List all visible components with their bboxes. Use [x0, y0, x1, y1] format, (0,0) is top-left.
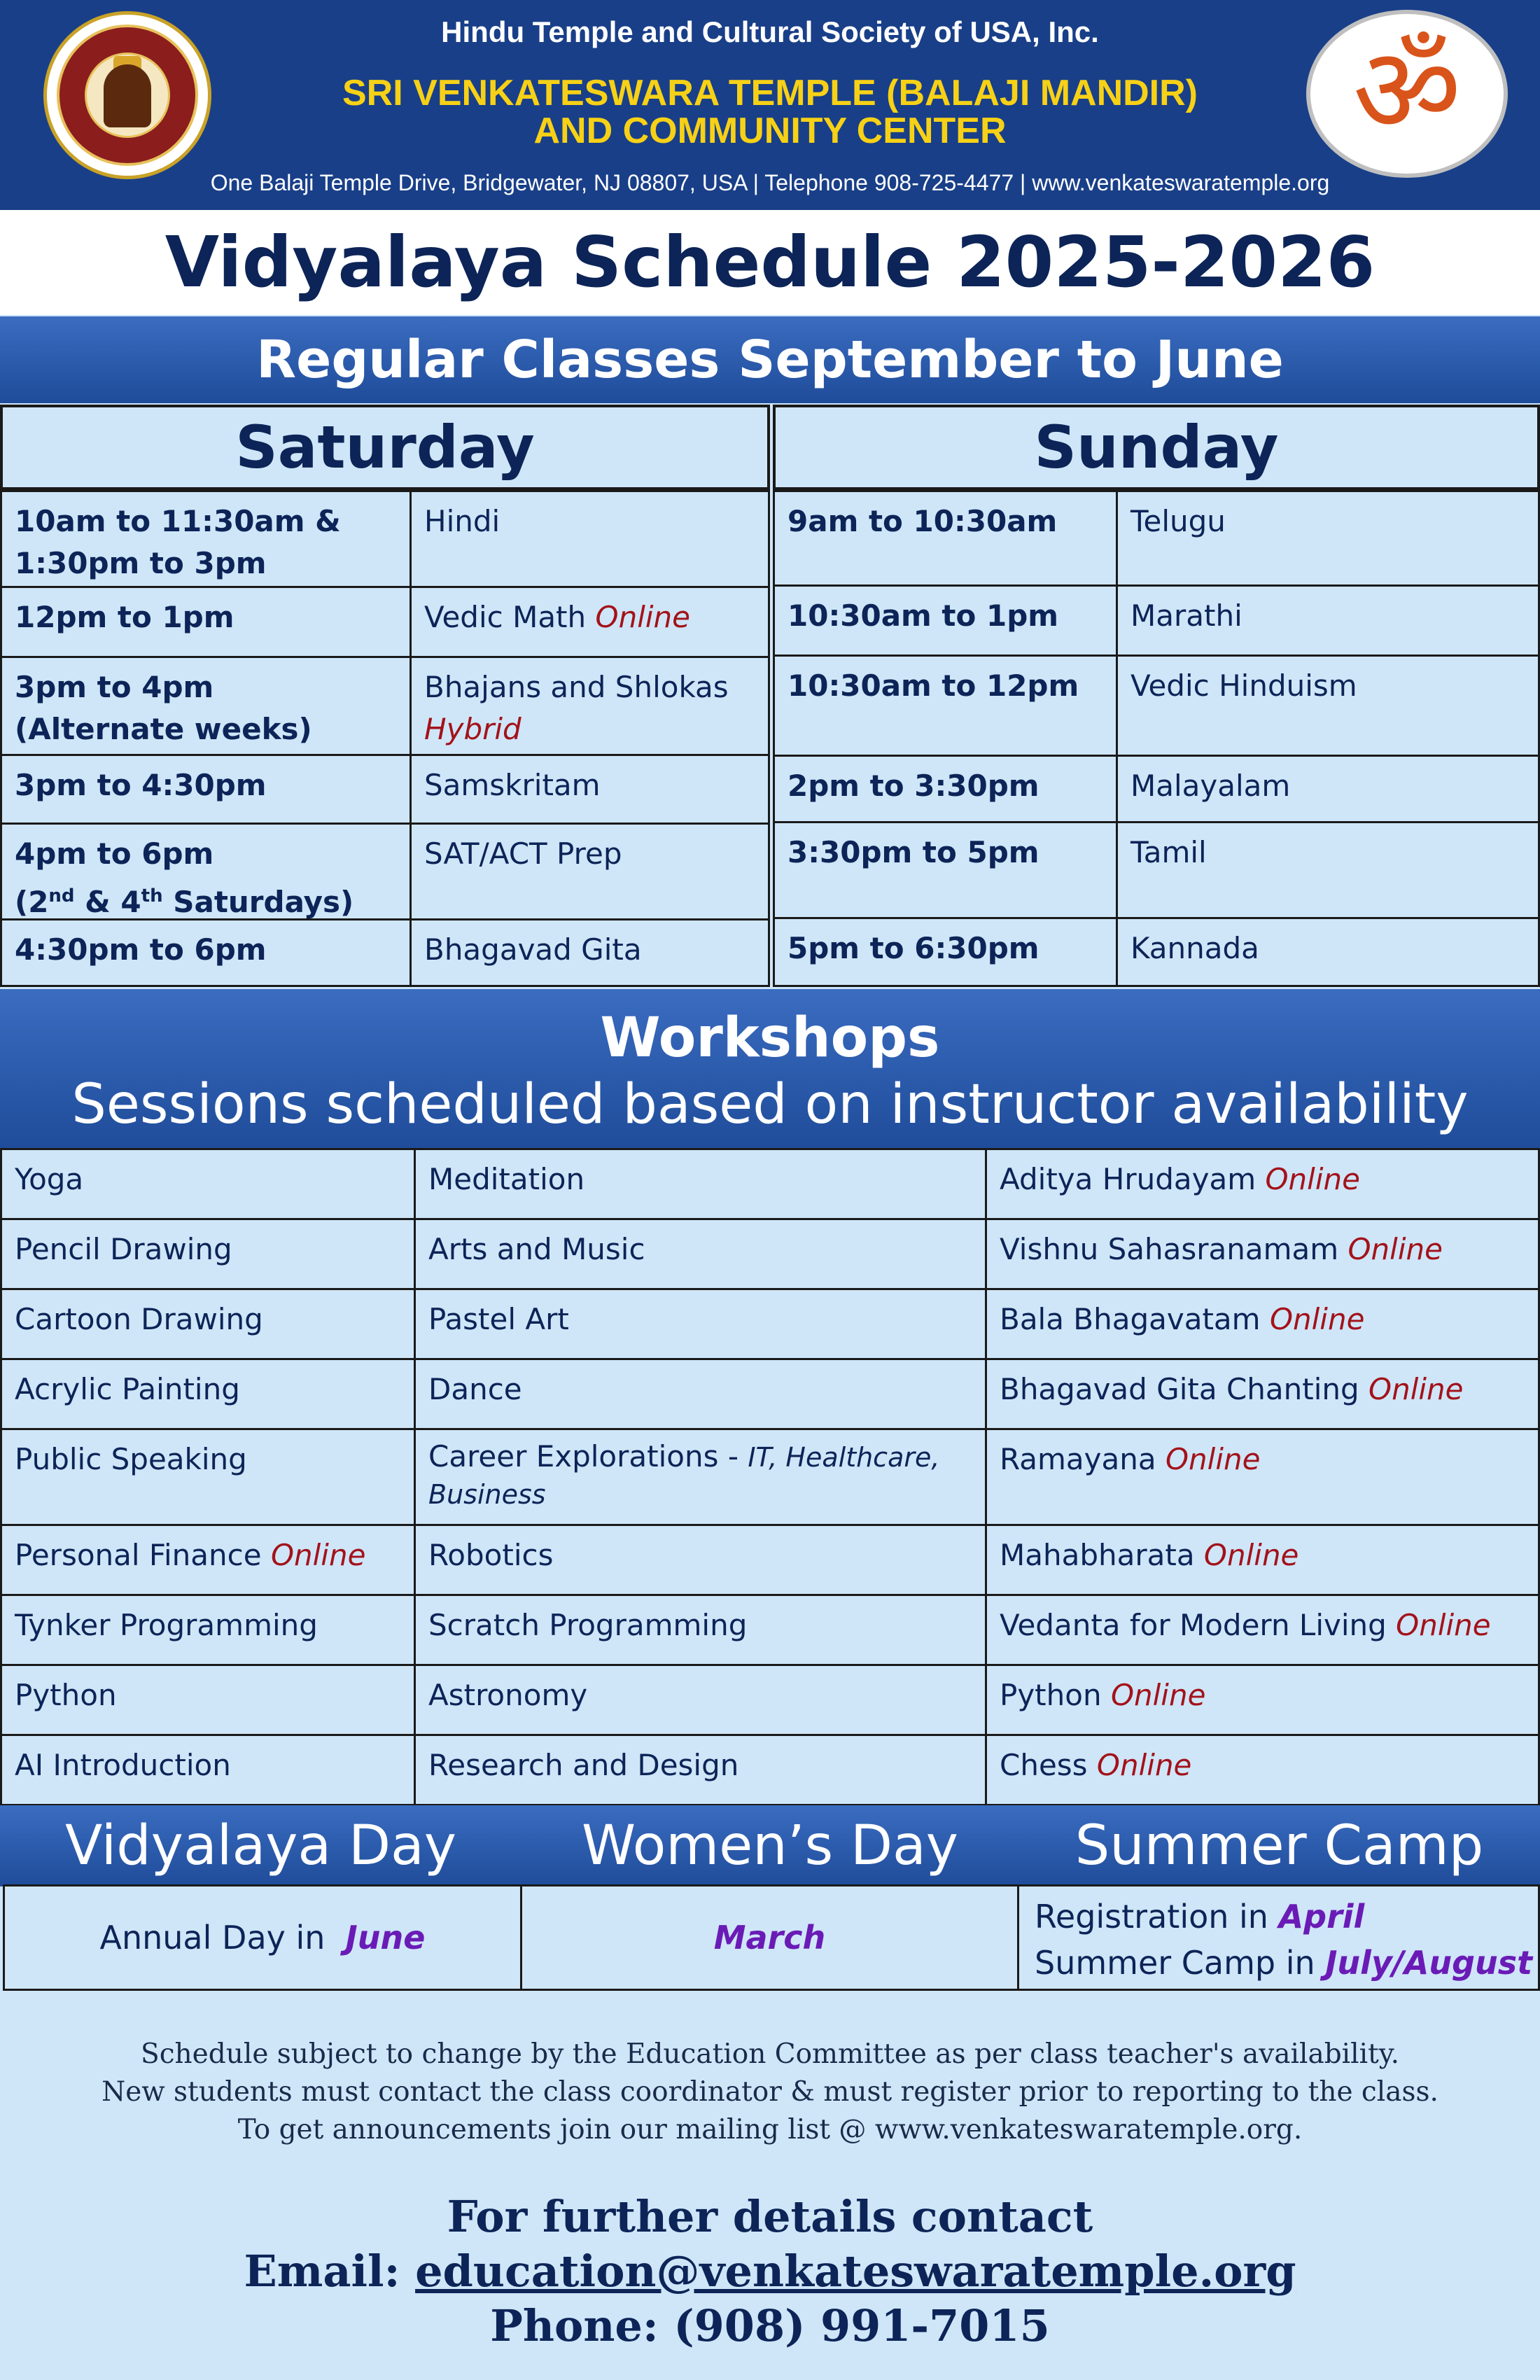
workshop-item: Career Explorations - IT, Healthcare, Business	[414, 1428, 987, 1526]
table-row-subject: Bhajans and Shlokas Hybrid	[410, 656, 770, 756]
table-row-subject: Marathi	[1116, 584, 1540, 657]
workshop-item: Scratch Programming	[414, 1594, 987, 1666]
workshop-item: Ramayana Online	[985, 1428, 1540, 1526]
contact-email: Email: education@venkateswaratemple.org	[244, 2246, 1296, 2297]
workshop-item: Pencil Drawing	[0, 1218, 416, 1290]
table-row-time: 3pm to 4:30pm	[0, 754, 412, 825]
contact-phone: Phone: (908) 991-7015	[490, 2300, 1050, 2351]
table-row-time: 4:30pm to 6pm	[0, 918, 412, 987]
workshop-item: Dance	[414, 1358, 987, 1430]
workshop-item: Vishnu Sahasranamam Online	[985, 1218, 1540, 1290]
workshop-item: Mahabharata Online	[985, 1524, 1540, 1596]
workshop-item: Aditya Hrudayam Online	[985, 1148, 1540, 1220]
temple-seal-icon	[43, 11, 211, 179]
table-row-time: 10:30am to 1pm	[773, 584, 1118, 657]
workshop-item: Python Online	[985, 1664, 1540, 1736]
workshop-item: Bala Bhagavatam Online	[985, 1288, 1540, 1360]
womens-day-cell: March	[520, 1884, 1019, 1991]
summer-camp-cell: Registration in April Summer Camp in July/August	[1017, 1884, 1540, 1991]
workshop-item: Meditation	[414, 1148, 987, 1220]
online-tag: Online	[595, 600, 690, 634]
saturday-header: Saturday	[0, 405, 770, 490]
vidyalaya-day-heading: Vidyalaya Day	[64, 1814, 457, 1877]
temple-address: One Balaji Temple Drive, Bridgewater, NJ 08807, USA | Telephone 908-725-4477 | www.venkateswaratemple.org	[210, 170, 1330, 195]
page-title: Vidyalaya Schedule 2025-2026	[164, 221, 1376, 303]
table-row-subject: SAT/ACT Prep	[410, 822, 770, 920]
workshop-item: Yoga	[0, 1148, 416, 1220]
workshop-item: Acrylic Painting	[0, 1358, 416, 1430]
workshops-heading-bar	[0, 989, 1540, 1150]
table-row-subject: Hindi	[410, 490, 770, 588]
table-row-subject: Malayalam	[1116, 755, 1540, 823]
workshop-item: Robotics	[414, 1524, 987, 1596]
workshop-item: Bhagavad Gita Chanting Online	[985, 1358, 1540, 1430]
workshop-item: Chess Online	[985, 1734, 1540, 1806]
footer-note-1: Schedule subject to change by the Education Committee as per class teacher's availability.	[141, 2038, 1399, 2070]
table-row-subject: Samskritam	[410, 754, 770, 825]
workshop-item: Tynker Programming	[0, 1594, 416, 1666]
contact-heading: For further details contact	[447, 2191, 1093, 2242]
table-row-subject: Kannada	[1116, 917, 1540, 987]
footer-note-3: To get announcements join our mailing list @ www.venkateswaratemple.org.	[237, 2114, 1303, 2146]
table-row-subject: Telugu	[1116, 490, 1540, 587]
phone-number: (908) 991-7015	[673, 2300, 1050, 2351]
workshop-item: AI Introduction	[0, 1734, 416, 1806]
table-row-subject: Vedic Math Online	[410, 586, 770, 658]
workshops-heading: Workshops	[600, 1007, 940, 1070]
workshop-item: Python	[0, 1664, 416, 1736]
womens-day-heading: Women’s Day	[582, 1814, 958, 1877]
table-row-subject: Bhagavad Gita	[410, 918, 770, 987]
workshop-item: Public Speaking	[0, 1428, 416, 1526]
sunday-header: Sunday	[773, 405, 1540, 490]
temple-name-line2: AND COMMUNITY CENTER	[533, 111, 1007, 151]
table-row-subject: Vedic Hinduism	[1116, 654, 1540, 757]
table-row-time: 3pm to 4pm (Alternate weeks)	[0, 656, 412, 756]
table-row-time: 12pm to 1pm	[0, 586, 412, 658]
table-row-time: 2pm to 3:30pm	[773, 755, 1118, 823]
summer-camp-heading: Summer Camp	[1074, 1814, 1484, 1877]
temple-name: SRI VENKATESWARA TEMPLE (BALAJI MANDIR)	[342, 73, 1198, 113]
workshop-item: Vedanta for Modern Living Online	[985, 1594, 1540, 1666]
regular-classes-heading: Regular Classes September to June	[0, 316, 1540, 403]
events-heading-bar	[0, 1805, 1540, 1886]
workshop-item: Research and Design	[414, 1734, 987, 1806]
workshop-item: Astronomy	[414, 1664, 987, 1736]
org-name: Hindu Temple and Cultural Society of USA, Inc.	[441, 15, 1099, 48]
table-row-time: 4pm to 6pm (2nd & 4th Saturdays)	[0, 822, 412, 920]
workshops-subheading: Sessions scheduled based on instructor availability	[71, 1073, 1469, 1136]
table-row-time: 3:30pm to 5pm	[773, 821, 1118, 919]
table-row-time: 9am to 10:30am	[773, 490, 1118, 587]
table-row-time: 5pm to 6:30pm	[773, 917, 1118, 987]
table-row-time: 10:30am to 12pm	[773, 654, 1118, 757]
footer-note-2: New students must contact the class coordinator & must register prior to reporting to the class.	[102, 2076, 1438, 2108]
table-row-subject: Tamil	[1116, 821, 1540, 919]
vidyalaya-day-cell: Annual Day in June	[3, 1884, 522, 1991]
workshop-item: Arts and Music	[414, 1218, 987, 1290]
table-row-time: 10am to 11:30am & 1:30pm to 3pm	[0, 490, 412, 588]
hybrid-tag: Hybrid	[424, 712, 522, 746]
om-symbol-icon: ॐ	[1306, 10, 1508, 178]
workshop-item: Pastel Art	[414, 1288, 987, 1360]
email-link[interactable]: education@venkateswaratemple.org	[415, 2246, 1296, 2297]
workshop-item: Personal Finance Online	[0, 1524, 416, 1596]
header-banner	[0, 0, 1540, 210]
workshop-item: Cartoon Drawing	[0, 1288, 416, 1360]
